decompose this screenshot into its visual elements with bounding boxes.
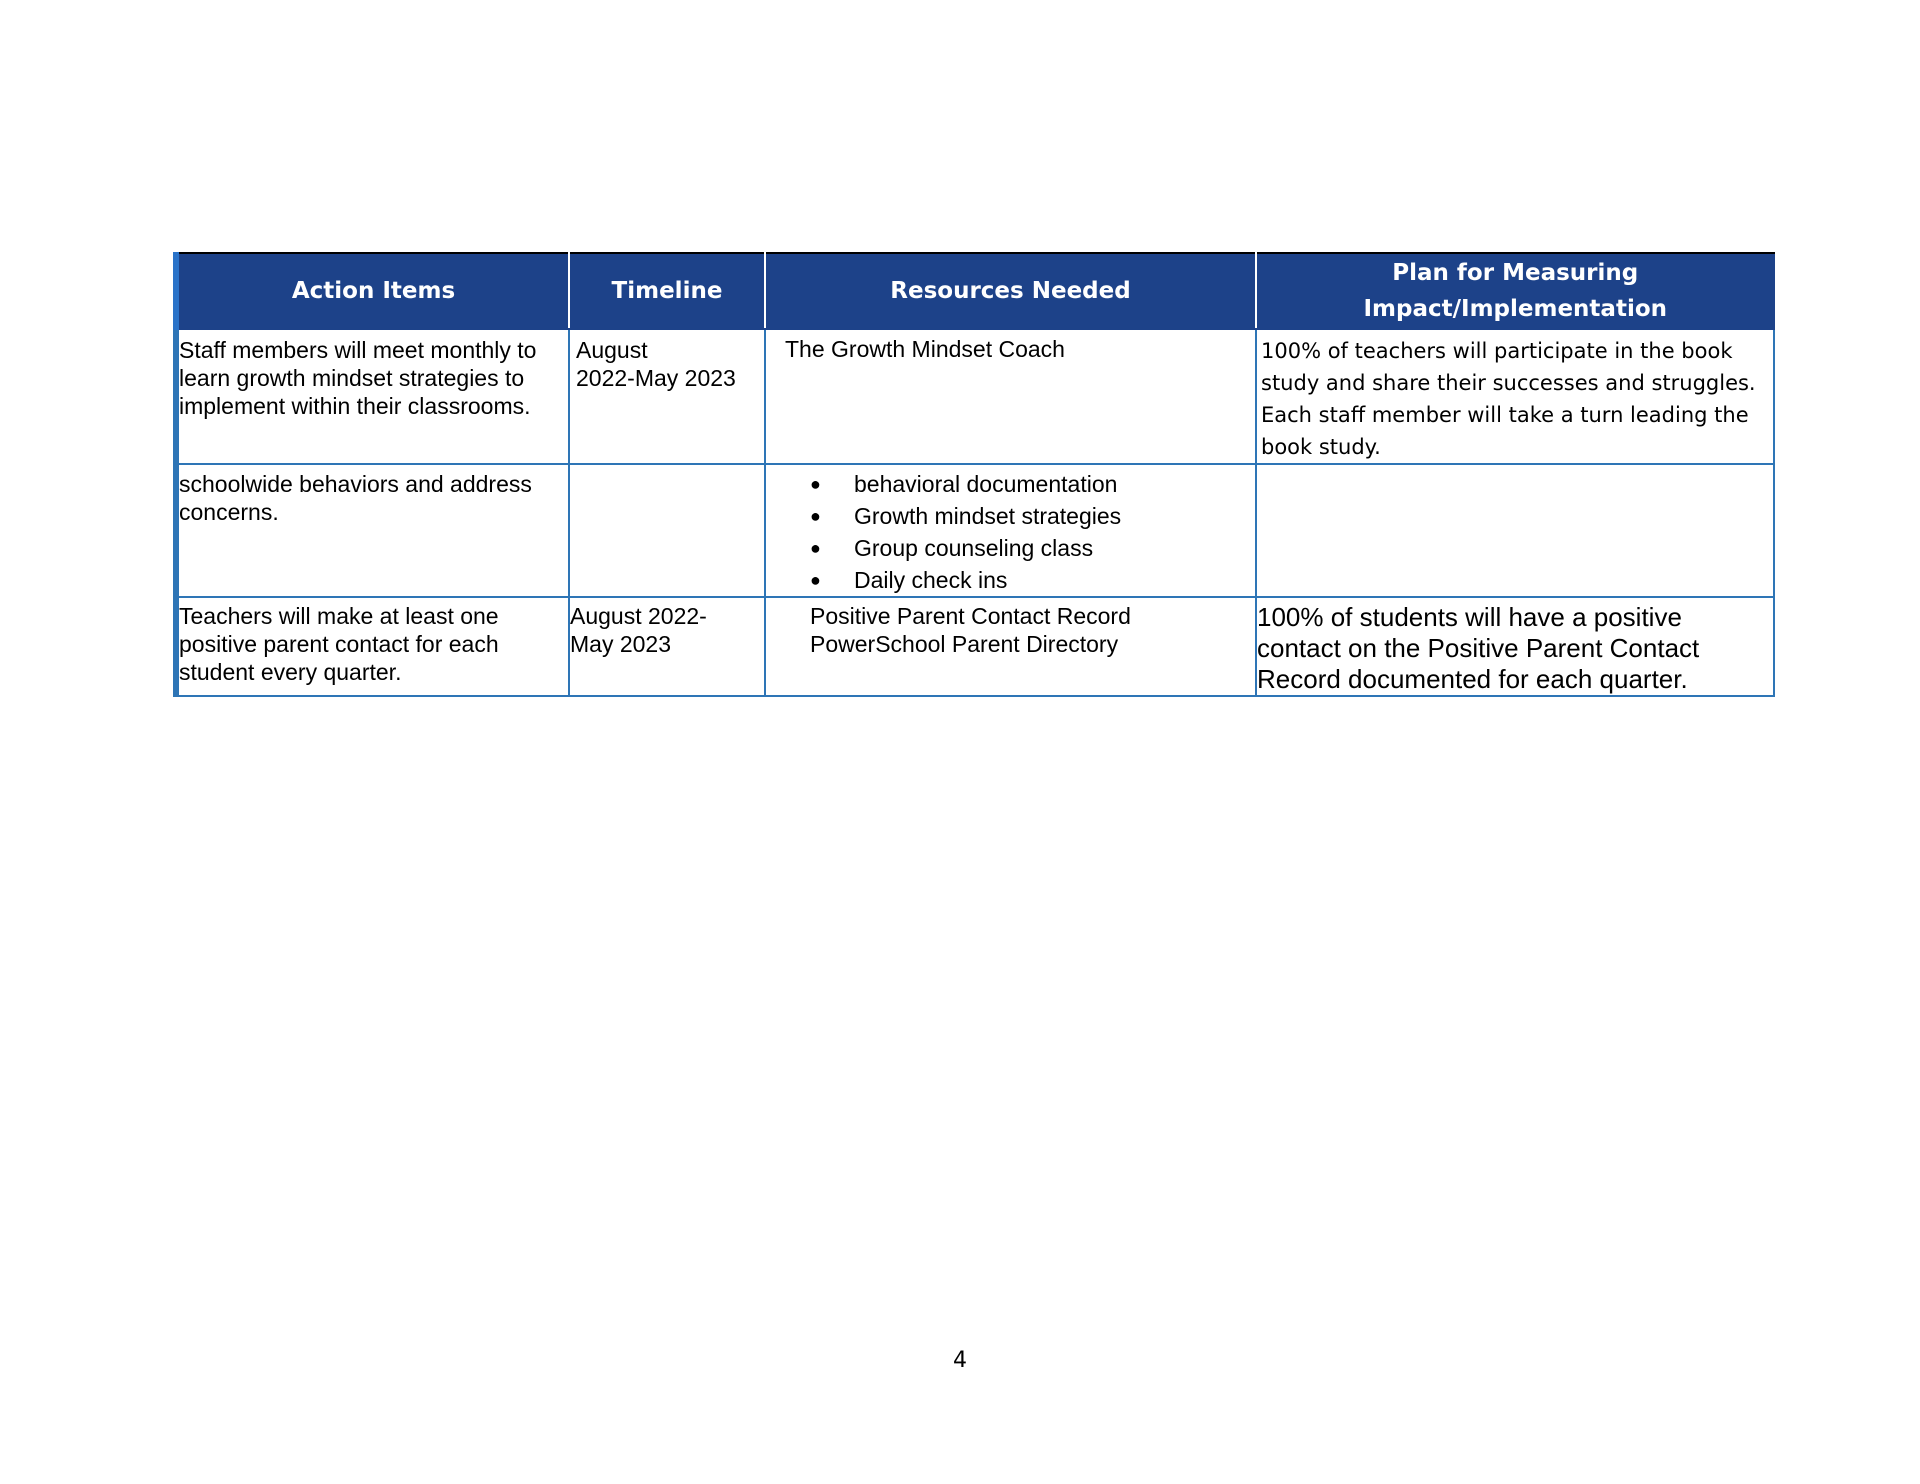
timeline-text: August 2022-May 2023 xyxy=(576,337,736,391)
action-item-cell xyxy=(176,329,569,464)
timeline-cell xyxy=(569,329,765,464)
header-timeline: Timeline xyxy=(569,253,765,329)
resources-text: The Growth Mindset Coach xyxy=(785,336,1065,362)
list-item: ● Daily check ins xyxy=(810,564,1255,596)
list-item: ● Group counseling class xyxy=(810,532,1255,564)
action-item-text: Teachers will make at least one positive parent contact for each student every quarter. xyxy=(179,603,499,685)
plan-cell xyxy=(1256,597,1774,696)
action-item-text: Staff members will meet monthly to learn growth mindset strategies to implement within their classrooms. xyxy=(179,337,537,419)
action-plan-table xyxy=(173,252,1775,697)
header-action-items: Action Items xyxy=(176,253,569,329)
list-item: ● Growth mindset strategies xyxy=(810,500,1255,532)
action-item-text: schoolwide behaviors and address concerns. xyxy=(179,471,532,525)
action-item-cell xyxy=(176,464,569,597)
page-number: 4 xyxy=(953,1348,967,1373)
plan-text: 100% of teachers will participate in the book study and share their successes and struggles. Each staff member will take a turn leading the book study. xyxy=(1261,339,1756,459)
header-resources-needed: Resources Needed xyxy=(765,253,1256,329)
plan-text: 100% of students will have a positive contact on the Positive Parent Contact Record documented for each quarter. xyxy=(1257,602,1700,694)
bullet-icon: ● xyxy=(810,538,821,558)
table-row xyxy=(176,597,1774,696)
table-row xyxy=(176,464,1774,597)
table-header-row xyxy=(176,253,1774,329)
resources-cell xyxy=(765,597,1256,696)
timeline-cell xyxy=(569,464,765,597)
resources-bullet-list xyxy=(766,465,1255,596)
table-row xyxy=(176,329,1774,464)
resources-cell xyxy=(765,464,1256,597)
header-plan-for-measuring: Plan for Measuring Impact/Implementation xyxy=(1256,253,1774,329)
timeline-text: August 2022- May 2023 xyxy=(570,603,707,657)
action-item-cell xyxy=(176,597,569,696)
plan-cell xyxy=(1256,464,1774,597)
plan-cell xyxy=(1256,329,1774,464)
resources-cell xyxy=(765,329,1256,464)
timeline-cell xyxy=(569,597,765,696)
list-item: ● behavioral documentation xyxy=(810,468,1255,500)
resources-text: Positive Parent Contact Record PowerSchool Parent Directory xyxy=(810,603,1131,657)
bullet-icon: ● xyxy=(810,570,821,590)
bullet-icon: ● xyxy=(810,474,821,494)
bullet-icon: ● xyxy=(810,506,821,526)
